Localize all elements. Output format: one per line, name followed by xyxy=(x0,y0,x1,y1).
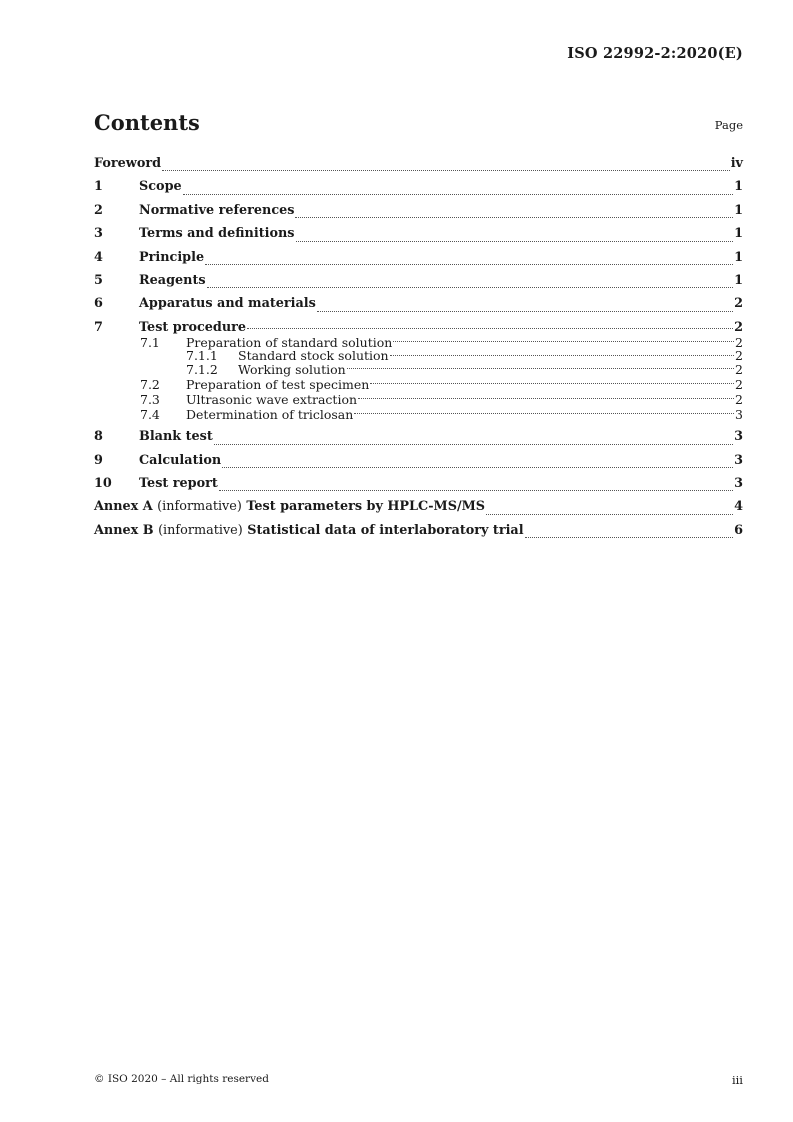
footer-copyright: © ISO 2020 – All rights reserved xyxy=(94,1073,269,1085)
toc-entry-page: 1 xyxy=(734,249,743,265)
toc-entry-number: 9 xyxy=(94,452,103,468)
toc-entry-title: Foreword xyxy=(94,156,162,171)
toc-entry-title: Preparation of standard solution xyxy=(186,334,393,350)
dot-leader xyxy=(393,341,734,342)
toc-entry-foreword[interactable] xyxy=(94,155,743,178)
dot-leader xyxy=(207,287,734,288)
dot-leader xyxy=(486,514,733,515)
toc-entry-title: Determination of triclosan xyxy=(186,406,354,422)
dot-leader xyxy=(295,217,733,218)
page-column-label: Page xyxy=(714,118,743,132)
toc-entry-page: 2 xyxy=(734,319,743,335)
toc-entry-title: Working solution xyxy=(238,361,346,377)
toc-entry-number: 5 xyxy=(94,272,103,288)
dot-leader xyxy=(183,194,733,195)
annex-type: (informative) xyxy=(158,522,243,538)
toc-entry-number: 3 xyxy=(94,226,103,242)
dot-leader xyxy=(354,413,734,414)
toc-entry-page: 2 xyxy=(735,334,743,350)
toc-entry-title: Standard stock solution xyxy=(238,348,389,364)
toc-entry-number: 7.3 xyxy=(140,391,160,407)
toc-subentry-working-solution[interactable] xyxy=(94,363,743,377)
dot-leader xyxy=(347,368,734,369)
toc-entry-page: 2 xyxy=(735,348,743,364)
toc-entry-page: 2 xyxy=(735,376,743,392)
toc-entry-page: 3 xyxy=(734,452,743,468)
toc-entry-number: 7.1 xyxy=(140,334,160,350)
toc-entry-page: 2 xyxy=(735,361,743,377)
dot-leader xyxy=(219,490,733,491)
page-title: Contents xyxy=(94,110,200,135)
toc-entry-title: Apparatus and materials xyxy=(139,296,316,312)
toc-entry-title: Principle xyxy=(139,249,205,265)
toc-entry-annex-b[interactable] xyxy=(94,522,743,545)
toc-entry-page: 2 xyxy=(735,391,743,407)
toc-entry-page: 3 xyxy=(735,406,743,422)
toc-entry-title: Preparation of test specimen xyxy=(186,376,370,392)
annex-label: Annex B xyxy=(94,522,154,538)
toc-entry-number: 7.1.1 xyxy=(186,348,218,364)
toc-entry-title: Test procedure xyxy=(139,319,247,335)
toc-entry-page: iv xyxy=(730,156,743,171)
toc-entry-page: 3 xyxy=(734,476,743,492)
dot-leader xyxy=(370,383,734,384)
toc-entry-annex-a[interactable] xyxy=(94,498,743,521)
toc-entry-page: 1 xyxy=(734,202,743,218)
dot-leader xyxy=(525,537,734,538)
toc-entry-scope[interactable] xyxy=(94,178,743,201)
toc-entry-test-procedure[interactable] xyxy=(94,319,743,336)
toc-entry-number: 2 xyxy=(94,202,103,218)
dot-leader xyxy=(214,444,733,445)
toc-entry-page: 4 xyxy=(734,499,743,515)
toc-subentry-test-specimen[interactable] xyxy=(94,378,743,392)
toc-subentry-standard-solution[interactable] xyxy=(94,336,743,350)
table-of-contents xyxy=(94,155,743,545)
toc-entry-test-report[interactable] xyxy=(94,475,743,498)
toc-entry-title: Scope xyxy=(139,179,182,195)
toc-entry-title: Test report xyxy=(139,476,218,492)
toc-entry-number: 8 xyxy=(94,429,103,445)
toc-subentry-ultrasonic-extraction[interactable] xyxy=(94,393,743,407)
toc-entry-title: Ultrasonic wave extraction xyxy=(186,391,358,407)
toc-entry-page: 1 xyxy=(734,226,743,242)
toc-entry-number: 6 xyxy=(94,296,103,312)
toc-entry-number: 10 xyxy=(94,476,112,492)
dot-leader xyxy=(162,170,730,171)
toc-entry-calculation[interactable] xyxy=(94,452,743,475)
toc-entry-page: 6 xyxy=(734,522,743,538)
dot-leader xyxy=(222,467,733,468)
toc-entry-blank-test[interactable] xyxy=(94,428,743,451)
toc-entry-page: 1 xyxy=(734,179,743,195)
toc-entry-reagents[interactable] xyxy=(94,272,743,295)
toc-entry-page: 3 xyxy=(734,429,743,445)
dot-leader xyxy=(247,328,733,329)
toc-entry-number: 7 xyxy=(94,319,103,335)
dot-leader xyxy=(317,311,733,312)
toc-entry-number: 7.1.2 xyxy=(186,361,218,377)
document-id: ISO 22992-2:2020(E) xyxy=(567,45,743,62)
toc-entry-apparatus[interactable] xyxy=(94,295,743,318)
toc-subentry-stock-solution[interactable] xyxy=(94,349,743,363)
toc-entry-title: Calculation xyxy=(139,452,222,468)
toc-entry-page: 2 xyxy=(734,296,743,312)
annex-type: (informative) xyxy=(157,499,242,515)
dot-leader xyxy=(296,241,734,242)
toc-entry-number: 7.2 xyxy=(140,376,160,392)
toc-entry-title: Reagents xyxy=(139,272,206,288)
annex-title: Statistical data of interlaboratory trial xyxy=(247,522,524,538)
toc-entry-page: 1 xyxy=(734,272,743,288)
dot-leader xyxy=(390,355,734,356)
footer-page-number: iii xyxy=(731,1073,743,1087)
toc-entry-title: Terms and definitions xyxy=(139,226,295,242)
dot-leader xyxy=(358,398,734,399)
toc-entry-number: 4 xyxy=(94,249,103,265)
toc-subentry-determination[interactable] xyxy=(94,408,743,422)
toc-entry-normative-references[interactable] xyxy=(94,202,743,225)
toc-entry-terms-definitions[interactable] xyxy=(94,225,743,248)
dot-leader xyxy=(205,264,733,265)
toc-entry-number: 1 xyxy=(94,179,103,195)
toc-entry-number: 7.4 xyxy=(140,406,160,422)
toc-entry-principle[interactable] xyxy=(94,249,743,272)
toc-entry-title: Blank test xyxy=(139,429,213,445)
annex-label: Annex A xyxy=(94,499,153,515)
annex-title: Test parameters by HPLC-MS/MS xyxy=(246,499,486,515)
toc-entry-title: Normative references xyxy=(139,202,295,218)
